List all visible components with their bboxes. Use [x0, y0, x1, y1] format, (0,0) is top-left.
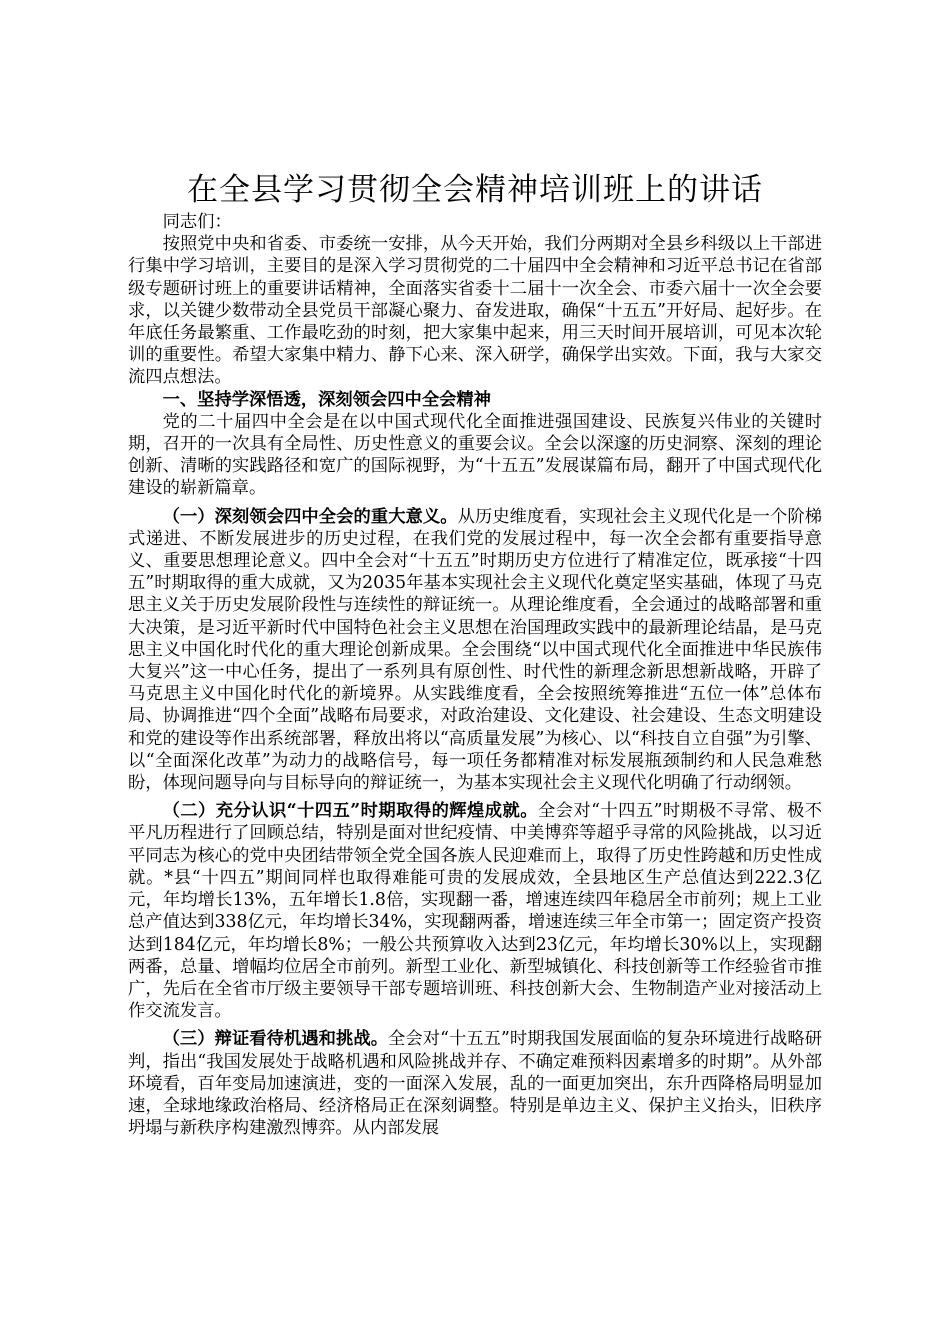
subsection-3-paragraph	[128, 1028, 822, 1139]
subsection-1-heading: （一）深刻领会四中全会的重大意义。	[162, 506, 458, 527]
subsection-1-text: 从历史维度看，实现社会主义现代化是一个阶梯式递进、不断发展进步的历史过程，在我们党的发展过程中，每一次全会都有重要指导意义、重要思想理论意义。四中全会对“十五五”时期历史方位进行了精准定位，既承接“十四五”时期取得的重大成就，又为2035年基本实现社会主义现代化奠定坚实基础，体现了马克思主义关于历史发展阶段性与连续性的辩证统一。从理论维度看，全会通过的战略部署和重大决策，是习近平新时代中国特色社会主义思想在治国理政实践中的最新理论结晶，是马克思主义中国化时代化的重大理论创新成果。全会围绕“以中国式现代化全面推进中华民族伟大复兴”这一中心任务，提出了一系列具有原创性、时代性的新理念新思想新战略，开辟了马克思主义中国化时代化的新境界。从实践维度看，全会按照统筹推进“五位一体”总体布局、协调推进“四个全面”战略布局要求，对政治建设、文化建设、社会建设、生态文明建设和党的建设等作出系统部署，释放出将以“高质量发展”为核心、以“科技自立自强”为引擎、以“全面深化改革”为动力的战略信号，每一项任务都精准对标发展瓶颈制约和人民急难愁盼，体现问题导向与目标导向的辩证统一，为基本实现社会主义现代化明确了行动纲领。	[128, 506, 822, 794]
subsection-3-heading: （三）辩证看待机遇和挑战。	[162, 1029, 389, 1050]
subsection-3-text: 全会对“十五五”时期我国发展面临的复杂环境进行战略研判，指出“我国发展处于战略机遇和风险挑战并存、不确定难预料因素增多的时期”。从外部环境看，百年变局加速演进，变的一面深入发展，乱的一面更加突出，东升西降格局明显加速，全球地缘政治格局、经济格局正在深刻调整。特别是单边主义、保护主义抬头，旧秩序坍塌与新秩序构建激烈博弈。从内部发展	[128, 1029, 822, 1139]
subsection-2-paragraph	[128, 800, 822, 1022]
greeting: 同志们：	[162, 212, 232, 232]
intro-paragraph: 按照党中央和省委、市委统一安排，从今天开始，我们分两期对全县乡科级以上干部进行集中学习培训，主要目的是深入学习贯彻党的二十届四中全会精神和习近平总书记在省部级专题研讨班上的重要讲话精神，全面落实省委十二届十一次全会、市委六届十一次全会要求，以关键少数带动全县党员干部凝心聚力、奋发进取，确保“十五五”开好局、起好步。在年底任务最繁重、工作最吃劲的时刻，把大家集中起来，用三天时间开展培训，可见本次轮训的重要性。希望大家集中精力、静下心来、深入研学，确保学出实效。下面，我与大家交流四点想法。	[128, 234, 822, 388]
section-1-paragraph: 党的二十届四中全会是在以中国式现代化全面推进强国建设、民族复兴伟业的关键时期，召开的一次具有全局性、历史性意义的重要会议。全会以深邃的历史洞察、深刻的理论创新、清晰的实践路径和宽广的国际视野，为“十五五”发展谋篇布局，翻开了中国式现代化建设的崭新篇章。	[128, 411, 822, 499]
subsection-2-heading: （二）充分认识“十四五”时期取得的辉煌成就。	[162, 801, 538, 822]
subsection-1-paragraph	[128, 506, 822, 795]
section-1-heading: 一、坚持学深悟透，深刻领会四中全会精神	[162, 389, 491, 410]
subsection-2-text: 全会对“十四五”时期极不寻常、极不平凡历程进行了回顾总结，特别是面对世纪疫情、中美博弈等超乎寻常的风险挑战，以习近平同志为核心的党中央团结带领全党全国各族人民迎难而上，取得了历史性跨越和历史性成就。*县“十四五”期间同样也取得难能可贵的发展成效，全县地区生产总值达到222.3亿元，年均增长13%，五年增长1.8倍，实现翻一番，增速连续四年稳居全市前列；规上工业总产值达到338亿元，年均增长34%，实现翻两番，增速连续三年全市第一；固定资产投资达到184亿元，年均增长8%；一般公共预算收入达到23亿元，年均增长30%以上，实现翻两番，总量、增幅均位居全市前列。新型工业化、新型城镇化、科技创新等工作经验省市推广，先后在全省市厅级主要领导干部专题培训班、科技创新大会、生物制造产业对接活动上作交流发言。	[128, 801, 823, 1022]
document-body	[128, 211, 822, 1139]
document-title: 在全县学习贯彻全会精神培训班上的讲话	[187, 172, 763, 208]
